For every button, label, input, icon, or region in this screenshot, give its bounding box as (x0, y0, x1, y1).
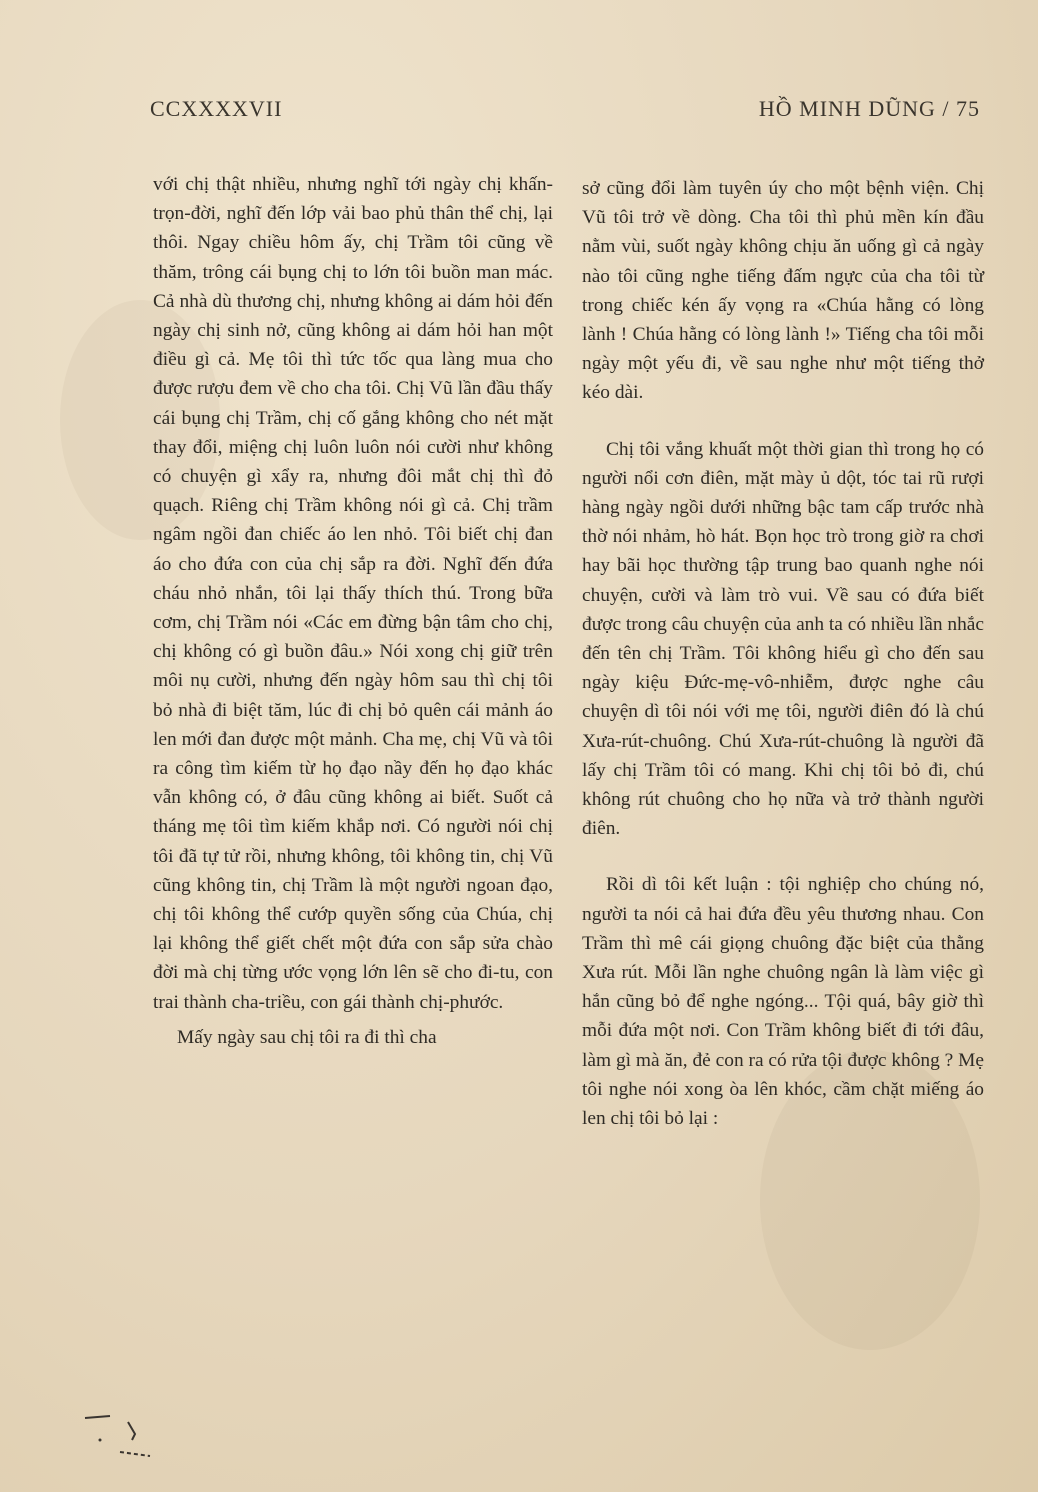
ink-smudge-marks (80, 1410, 170, 1470)
left-paragraph-1: với chị thật nhiều, nhưng nghĩ tới ngày chị khấn-trọn-đời, nghĩ đến lớp vải bao phủ thân thể chị, lại thôi. Ngay chiều hôm ấy, chị Trầm tôi cũng về thăm, trông cái bụng chị to lớn tôi buồn man mác. Cả nhà dù thương chị, nhưng không ai dám hỏi đến ngày chị sinh nở, cũng không ai dám hỏi han một điều gì cả. Mẹ tôi thì tức tốc qua làng mua cho được rượu đem về cho cha tôi. Chị Vũ lần đầu thấy cái bụng chị Trầm, chị cố gắng không cho nét mặt thay đổi, miệng chị luôn luôn nói cười như không có chuyện gì xẩy ra, nhưng đôi mắt chị thì đỏ quạch. Riêng chị Trầm không nói gì cả. Chị trầm ngâm ngồi đan chiếc áo len nhỏ. Tôi biết chị đan áo cho đứa con của chị sắp ra đời. Nghĩ đến đứa cháu nhỏ nhắn, tôi lại thấy thích thú. Trong bữa cơm, chị Trầm nói «Các em đừng bận tâm cho chị, chị không có gì buồn đâu.» Nói xong chị giữ trên môi nụ cười, nhưng đến ngày hôm sau thì chị tôi bỏ nhà đi biệt tăm, lúc đi chị bỏ quên cái mảnh áo len mới đan được một mảnh. Cha mẹ, chị Vũ và tôi ra công tìm kiếm từ họ đạo nầy đến họ đạo khác vẫn không có, ở đâu cũng không ai biết. Suốt cả tháng mẹ tôi tìm kiếm khắp nơi. Có người nói chị tôi đã tự tử rồi, nhưng không, tôi không tin, chị Vũ cũng không tin, chị Trầm là một người ngoan đạo, chị tôi không thể cướp quyền sống của Chúa, chị lại không thể giết chết một đứa con sắp sửa chào đời mà chị từng ước vọng lớn lên sẽ cho đi-tu, con trai thành cha-triều, con gái thành chị-phước. (153, 174, 553, 1013)
right-paragraph-2: Chị tôi vắng khuất một thời gian thì trong họ có người nổi cơn điên, mặt mày ủ dột, tóc tai rũ rượi hàng ngày ngồi dưới những bậc tam cấp trước nhà thờ nói nhảm, hò hát. Bọn học trò trong giờ ra chơi hay bãi học thường tập trung bao quanh nghe nói chuyện, cười và làm trò vui. Về sau có đứa biết được trong câu chuyện của anh ta có nhiều lần nhắc đến tên chị Trầm. Tôi không hiểu gì cho đến sau ngày kiệu Đức-mẹ-vô-nhiễm, được nghe câu chuyện dì tôi nói với mẹ tôi, người điên đó là chú Xưa-rút-chuông. Chú Xưa-rút-chuông là người đã lấy chị Trầm tôi có mang. Khi chị tôi bỏ đi, chú không rút chuông cho họ nữa và trở thành người điên. (582, 438, 984, 840)
right-paragraph-3: Rồi dì tôi kết luận : tội nghiệp cho chúng nó, người ta nói cả hai đứa đều yêu thương nhau. Con Trầm thì mê cái giọng chuông đặc biệt của thằng Xưa rút. Mỗi lần nghe chuông ngân là làm việc gì hắn cũng bỏ để nghe ngóng... Tội quá, bây giờ thì mỗi đứa một nơi. Con Trầm không biết đi tới đâu, làm gì mà ăn, đẻ con ra có rửa tội được không ? Mẹ tôi nghe nói xong òa lên khóc, cầm chặt miếng áo len chị tôi bỏ lại : (582, 874, 984, 1130)
left-column (153, 170, 553, 1052)
page-header (150, 96, 980, 136)
chapter-number: CCXXXXVII (150, 96, 283, 121)
author-and-page-number: HỒ MINH DŨNG / 75 (758, 96, 980, 121)
left-paragraph-2: Mấy ngày sau chị tôi ra đi thì cha (177, 1026, 437, 1048)
right-paragraph-1: sở cũng đổi làm tuyên úy cho một bệnh viện. Chị Vũ tôi trở về dòng. Cha tôi thì phủ mền kín đầu nằm vùi, suốt ngày không chịu ăn uống gì cả ngày nào tôi cũng nghe tiếng đấm ngực của cha tôi từ trong chiếc kén ấy vọng ra «Chúa hằng có lòng lành ! Chúa hằng có lòng lành !» Tiếng cha tôi mỗi ngày một yếu đi, về sau nghe như một tiếng thở kéo dài. (582, 178, 984, 404)
right-column (582, 174, 984, 1133)
